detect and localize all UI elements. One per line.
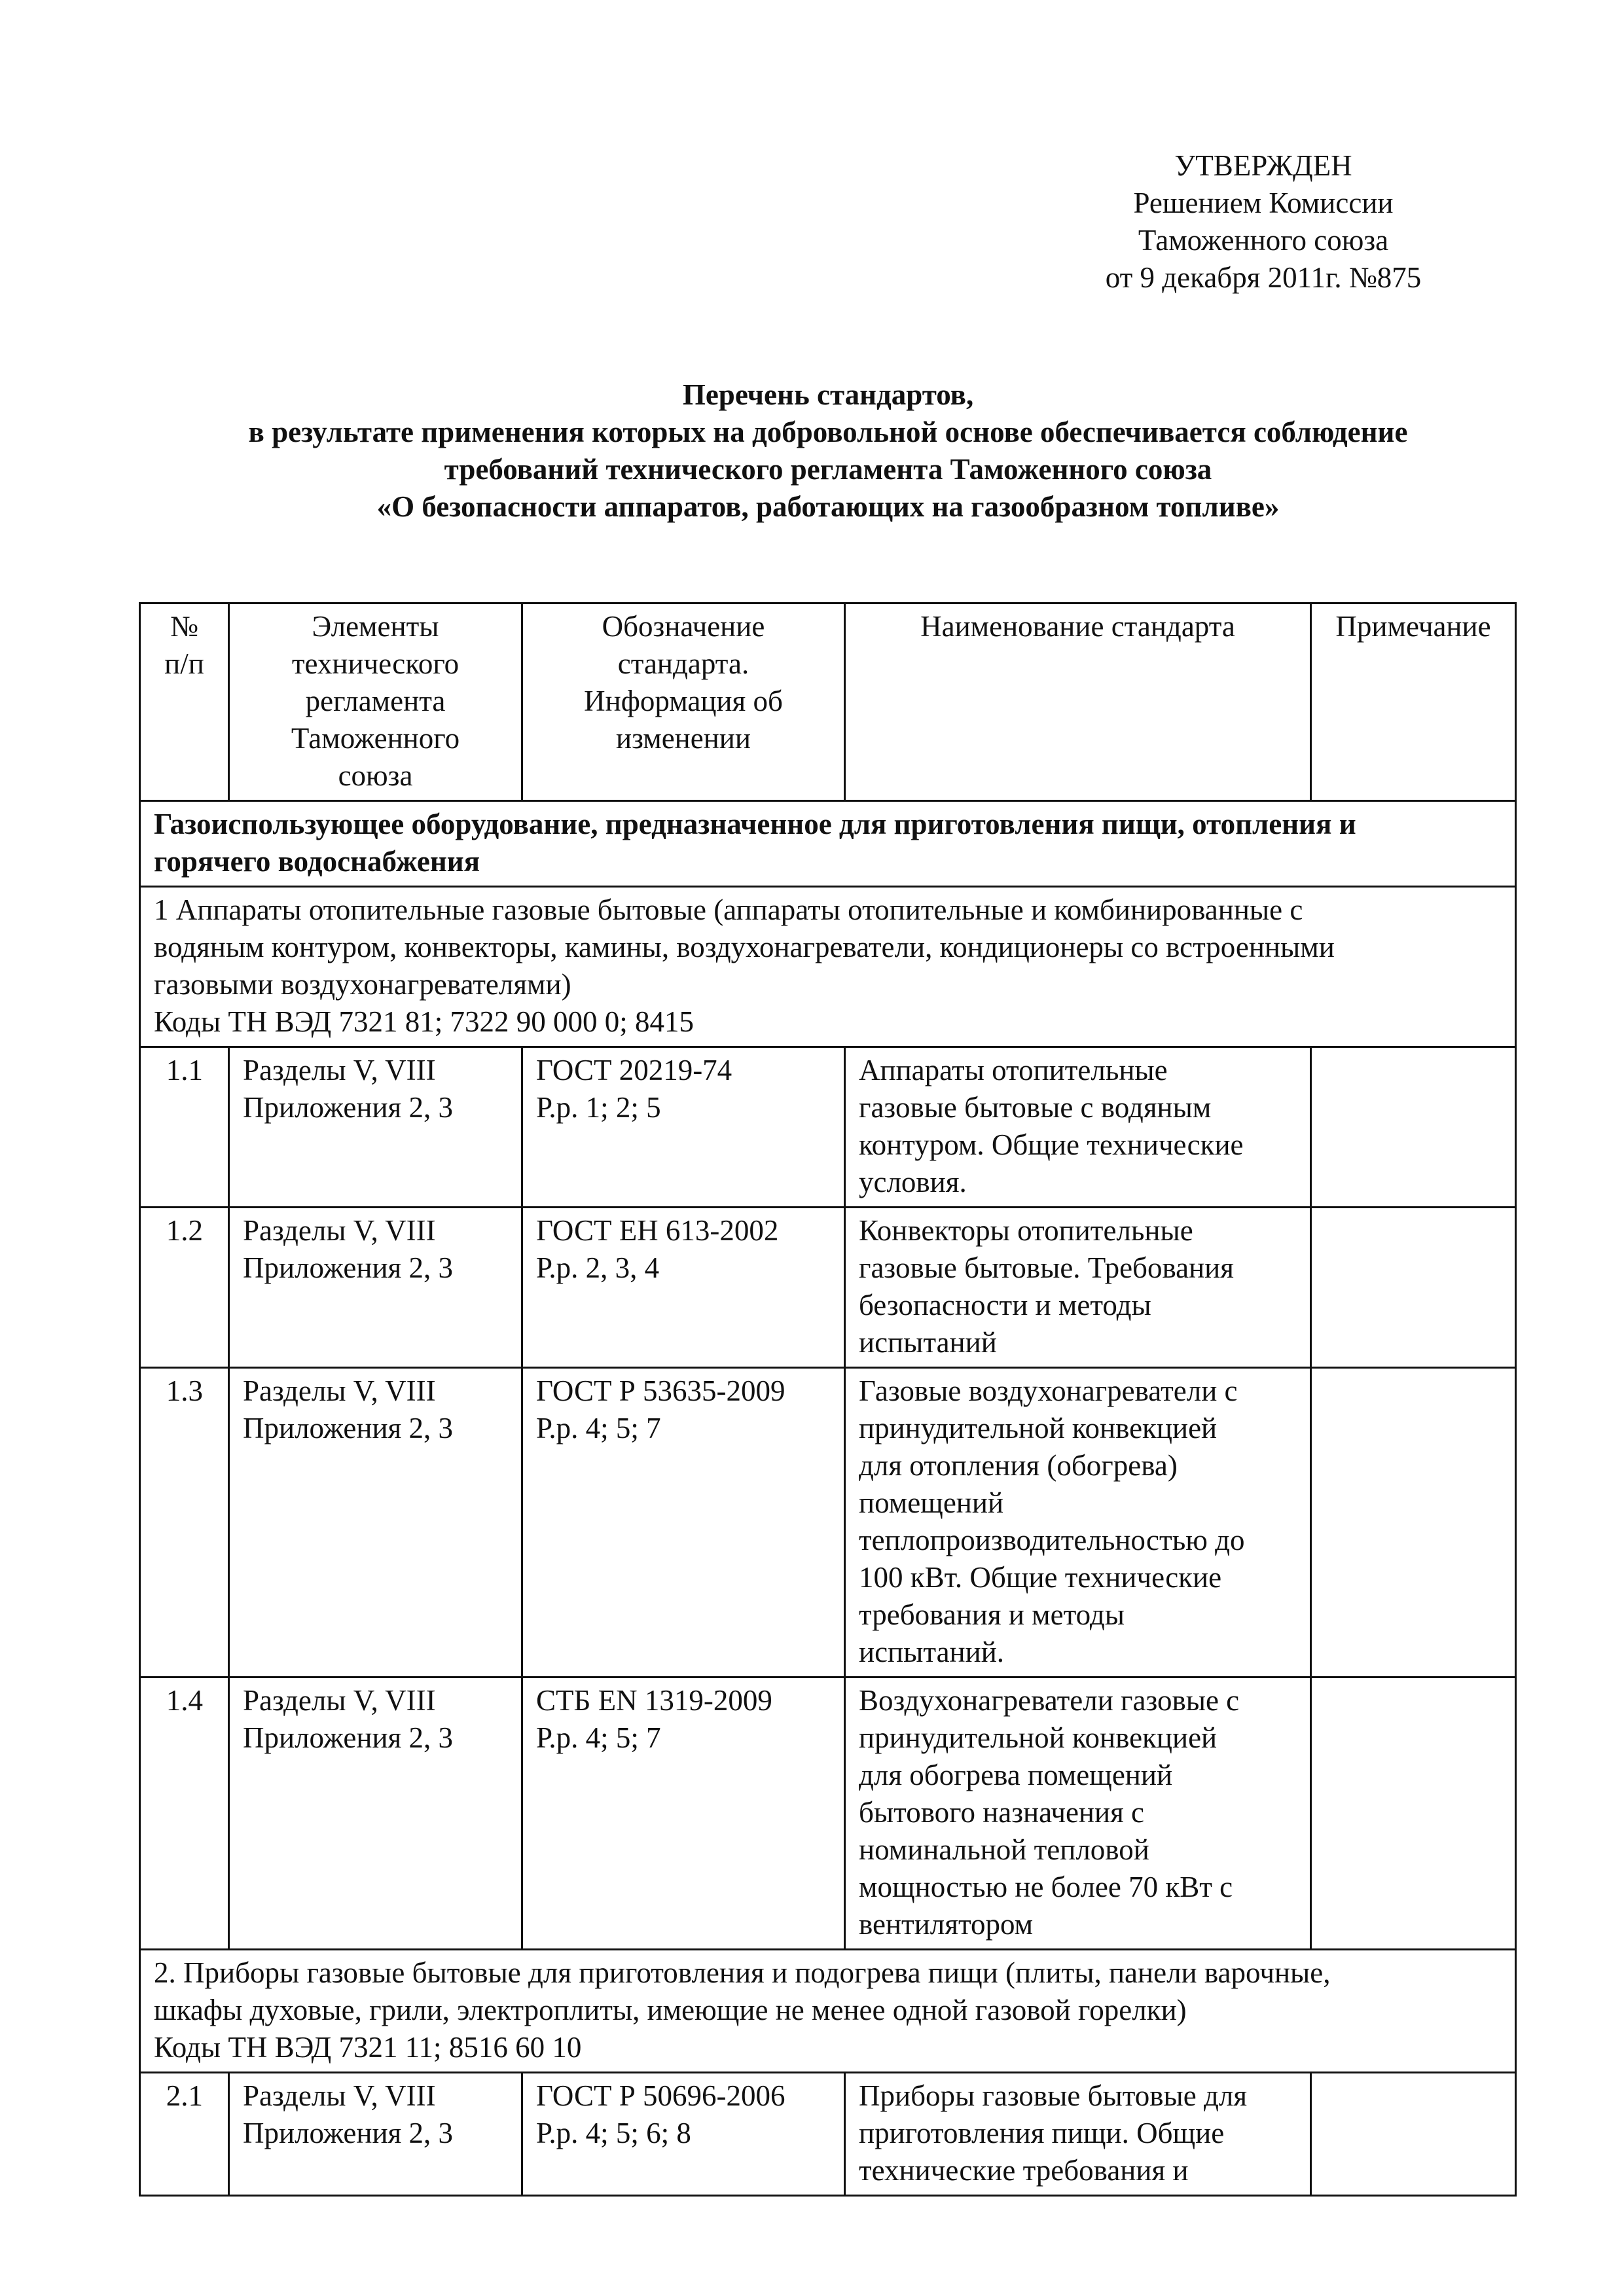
header-name: Наименование стандарта [845, 603, 1311, 801]
approval-status: УТВЕРЖДЕН [1174, 149, 1352, 182]
row-elements: Разделы V, VIII Приложения 2, 3 [229, 1368, 522, 1677]
title-line-4: «О безопасности аппаратов, работающих на газообразном топливе» [376, 490, 1280, 523]
row-note [1311, 1208, 1516, 1368]
approval-block [1034, 147, 1492, 296]
document-title [141, 376, 1515, 526]
approval-authority: Решением Комиссии [1133, 187, 1394, 219]
group-row-1 [140, 887, 1516, 1047]
header-num: № п/п [140, 603, 229, 801]
row-standard-name: Газовые воздухонагреватели с принудительной конвекцией для отопления (обогрева) помещений теплопроизводительностью до 100 кВт. Общие технические требования и методы испытаний. [845, 1368, 1311, 1677]
group-heading-2: 2. Приборы газовые бытовые для приготовления и подогрева пищи (плиты, панели варочные, шкафы духовые, грили, электроплиты, имеющие не менее одной газовой горелки) Коды ТН ВЭД 7321 11; 8516 60 10 [140, 1950, 1516, 2073]
row-num: 1.1 [140, 1047, 229, 1208]
group-heading-1: 1 Аппараты отопительные газовые бытовые (аппараты отопительные и комбинированные с водяным контуром, конвекторы, камины, воздухонагреватели, кондиционеры со встроенными газовыми воздухонагревателями) Коды ТН ВЭД 7321 81; 7322 90 000 0; 8415 [140, 887, 1516, 1047]
group-codes-1: Коды ТН ВЭД 7321 81; 7322 90 000 0; 8415 [154, 1005, 694, 1038]
row-note [1311, 1368, 1516, 1677]
row-note [1311, 1047, 1516, 1208]
row-num: 1.3 [140, 1368, 229, 1677]
row-note [1311, 1677, 1516, 1950]
row-elements: Разделы V, VIII Приложения 2, 3 [229, 1047, 522, 1208]
row-standard-name: Приборы газовые бытовые для приготовления пищи. Общие технические требования и [845, 2073, 1311, 2196]
title-line-3: требований технического регламента Таможенного союза [444, 453, 1212, 486]
table-row [140, 1047, 1516, 1208]
row-designation: ГОСТ 20219-74 Р.р. 1; 2; 5 [522, 1047, 845, 1208]
row-standard-name: Воздухонагреватели газовые с принудительной конвекцией для обогрева помещений бытового назначения с номинальной тепловой мощностью не более 70 кВт с вентилятором [845, 1677, 1311, 1950]
row-elements: Разделы V, VIII Приложения 2, 3 [229, 1208, 522, 1368]
row-elements: Разделы V, VIII Приложения 2, 3 [229, 1677, 522, 1950]
header-note: Примечание [1311, 603, 1516, 801]
row-num: 2.1 [140, 2073, 229, 2196]
row-designation: ГОСТ Р 50696-2006 Р.р. 4; 5; 6; 8 [522, 2073, 845, 2196]
row-num: 1.4 [140, 1677, 229, 1950]
table-row [140, 1208, 1516, 1368]
table-row [140, 2073, 1516, 2196]
row-designation: ГОСТ Р 53635-2009 Р.р. 4; 5; 7 [522, 1368, 845, 1677]
title-line-2: в результате применения которых на добровольной основе обеспечивается соблюдение [248, 416, 1408, 448]
header-elements: Элементы технического регламента Таможенного союза [229, 603, 522, 801]
row-note [1311, 2073, 1516, 2196]
title-line-1: Перечень стандартов, [682, 378, 974, 411]
group-codes-2: Коды ТН ВЭД 7321 11; 8516 60 10 [154, 2031, 582, 2064]
row-designation: СТБ EN 1319-2009 Р.р. 4; 5; 7 [522, 1677, 845, 1950]
row-num: 1.2 [140, 1208, 229, 1368]
row-elements: Разделы V, VIII Приложения 2, 3 [229, 2073, 522, 2196]
group-row-2 [140, 1950, 1516, 2073]
approval-date: от 9 декабря 2011г. №875 [1105, 261, 1422, 294]
section-heading: Газоиспользующее оборудование, предназначенное для приготовления пищи, отопления и горячего водоснабжения [140, 801, 1516, 887]
header-designation: Обозначение стандарта. Информация об изменении [522, 603, 845, 801]
approval-body: Таможенного союза [1138, 224, 1389, 257]
table-row [140, 1368, 1516, 1677]
table-header-row [140, 603, 1516, 801]
standards-table [139, 602, 1517, 2197]
row-designation: ГОСТ ЕН 613-2002 Р.р. 2, 3, 4 [522, 1208, 845, 1368]
table-row [140, 1677, 1516, 1950]
row-standard-name: Аппараты отопительные газовые бытовые с водяным контуром. Общие технические условия. [845, 1047, 1311, 1208]
section-row [140, 801, 1516, 887]
row-standard-name: Конвекторы отопительные газовые бытовые. Требования безопасности и методы испытаний [845, 1208, 1311, 1368]
